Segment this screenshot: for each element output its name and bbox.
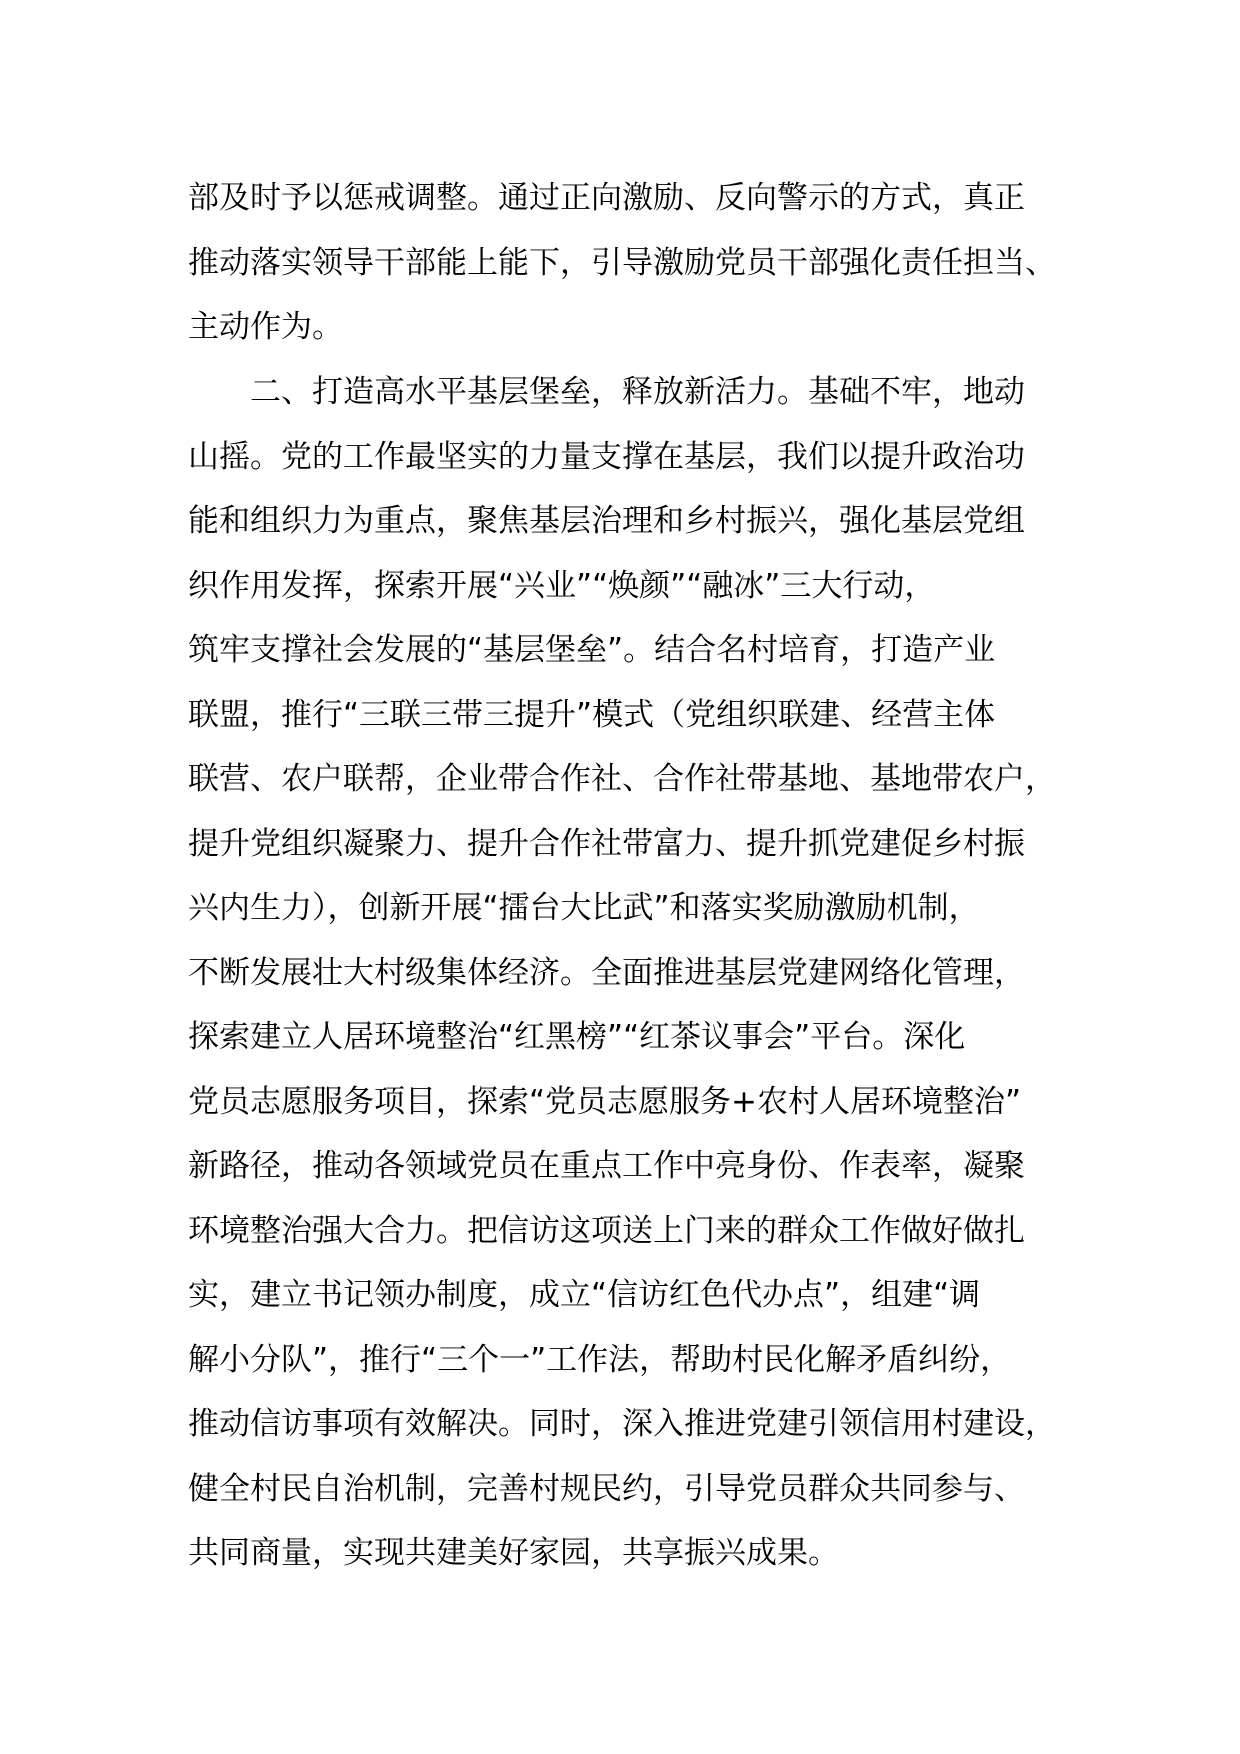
text-line: 筑牢支撑社会发展的“基层堡垒”。结合名村培育，打造产业 bbox=[188, 632, 996, 668]
text-line: 二、打造高水平基层堡垒，释放新活力。基础不牢，地动 bbox=[250, 374, 1025, 410]
text-line: 环境整治强大合力。把信访这项送上门来的群众工作做好做扎 bbox=[188, 1212, 1025, 1249]
text-line: 联营、农户联帮，企业带合作社、合作社带基地、基地带农户， bbox=[188, 761, 1056, 797]
text-line: 推动落实领导干部能上能下，引导激励党员干部强化责任担当、 bbox=[188, 244, 1056, 281]
text-line: 共同商量，实现共建美好家园，共享振兴成果。 bbox=[188, 1535, 839, 1571]
text-line: 解小分队”，推行“三个一”工作法，帮助村民化解矛盾纠纷， bbox=[188, 1341, 1012, 1378]
text-line: 主动作为。 bbox=[188, 309, 343, 345]
text-line: 探索建立人居环境整治“红黑榜”“红茶议事会”平台。深化 bbox=[188, 1019, 966, 1055]
paragraph-continued bbox=[188, 166, 1088, 360]
paragraph-section-two bbox=[188, 360, 1088, 1586]
text-line: 能和组织力为重点，聚焦基层治理和乡村振兴，强化基层党组 bbox=[188, 503, 1025, 539]
text-line: 推动信访事项有效解决。同时，深入推进党建引领信用村建设， bbox=[188, 1406, 1056, 1442]
text-line: 织作用发挥，探索开展“兴业”“焕颜”“融冰”三大行动， bbox=[188, 567, 936, 604]
text-line: 提升党组织凝聚力、提升合作社带富力、提升抓党建促乡村振 bbox=[188, 825, 1025, 862]
text-line: 山摇。党的工作最坚实的力量支撑在基层，我们以提升政治功 bbox=[188, 438, 1025, 475]
text-line: 联盟，推行“三联三带三提升”模式（党组织联建、经营主体 bbox=[188, 696, 996, 733]
text-line: 兴内生力），创新开展“擂台大比武”和落实奖励激励机制， bbox=[188, 890, 980, 926]
text-line: 部及时予以惩戒调整。通过正向激励、反向警示的方式，真正 bbox=[188, 180, 1025, 216]
text-line: 新路径，推动各领域党员在重点工作中亮身份、作表率，凝聚 bbox=[188, 1148, 1025, 1184]
text-line: 健全村民自治机制，完善村规民约，引导党员群众共同参与、 bbox=[188, 1470, 1025, 1507]
text-line: 实，建立书记领办制度，成立“信访红色代办点”，组建“调 bbox=[188, 1277, 981, 1313]
text-line: 不断发展壮大村级集体经济。全面推进基层党建网络化管理， bbox=[188, 954, 1025, 991]
text-line: 党员志愿服务项目，探索“党员志愿服务+农村人居环境整治” bbox=[188, 1083, 1022, 1120]
